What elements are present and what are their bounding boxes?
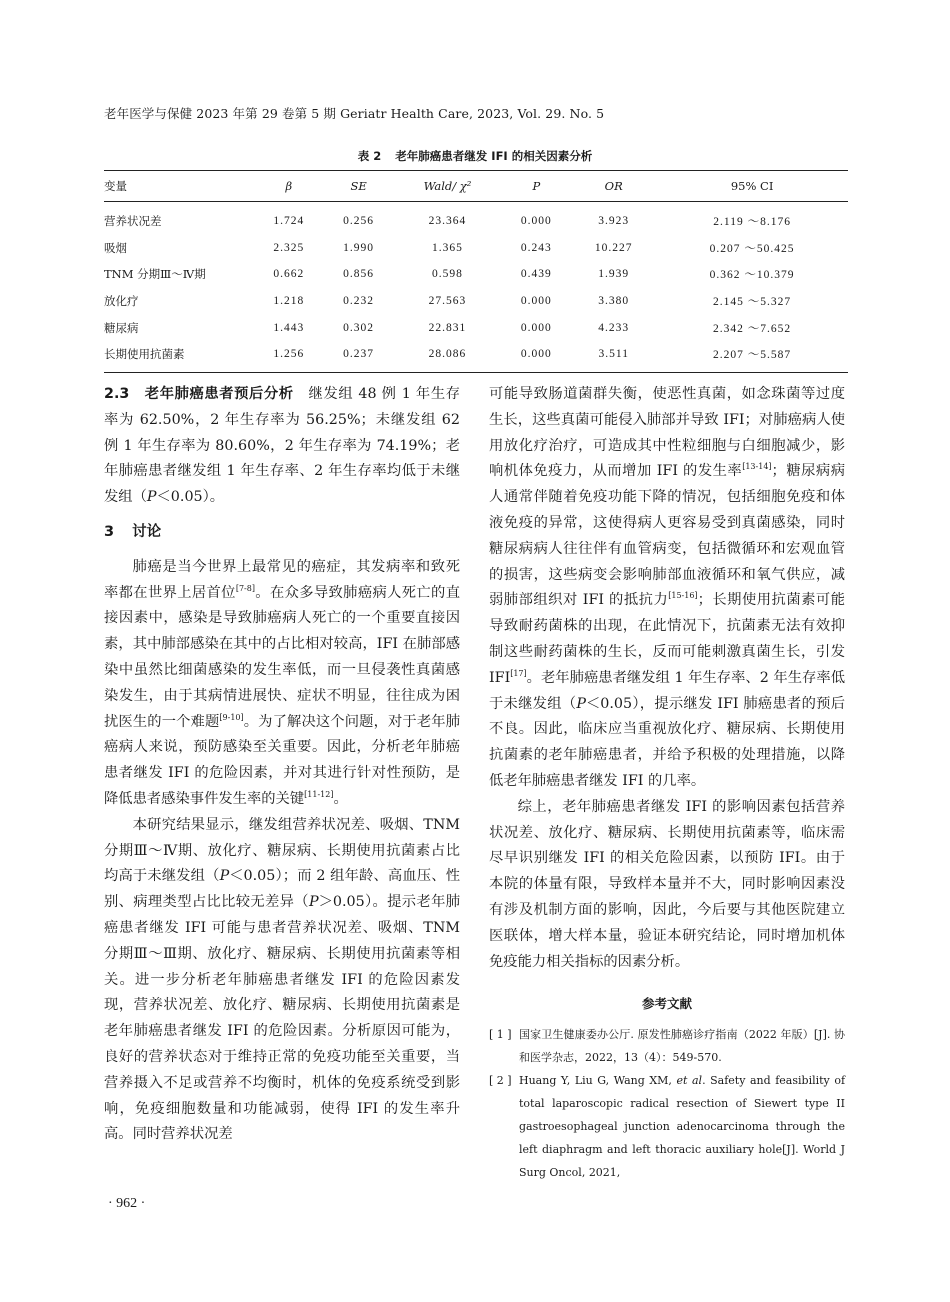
p-symbol: P <box>308 894 319 911</box>
body-text: 肺癌是当今世界上最常见的癌症，其发病率和致死率都在世界上居首位 <box>104 558 460 601</box>
discussion-paragraph-2 <box>104 813 460 1148</box>
table-cell: 0.598 <box>432 268 463 281</box>
body-text: ＜0.05）；而 2 组年龄、高血压、性别、病理类型占比比较无差异（ <box>104 868 460 911</box>
reference-authors: Huang Y, Liu G, Wang XM, <box>519 1074 677 1088</box>
table-cell: 3.923 <box>598 215 630 228</box>
body-text: 。老年肺癌患者继发组 1 年生存率、2 年生存率低于未继发组（ <box>489 669 845 712</box>
left-column <box>104 382 460 1148</box>
table-row <box>104 202 848 235</box>
page-number: · 962 · <box>108 1196 146 1211</box>
table-cell: 0.362 ～10.379 <box>709 269 795 282</box>
table-title-text: 老年肺癌患者继发 IFI 的相关因素分析 <box>395 149 593 163</box>
discussion-paragraph-1 <box>104 555 460 813</box>
p-symbol: P <box>219 868 230 885</box>
table-cell: 0.856 <box>343 268 375 281</box>
body-text: ；长期使用抗菌素可能导致耐药菌株的出现，在此情况下，抗菌素无法有效抑制这些耐药菌株的生长，反而可能刺激真菌生长，引发 IFI <box>489 592 846 686</box>
table-cell: 长期使用抗菌素 <box>104 341 254 372</box>
section-2-3-paragraph <box>104 382 460 511</box>
table-cell: 27.563 <box>428 295 467 308</box>
table-row <box>104 314 848 341</box>
table-cell: 1.256 <box>254 341 324 372</box>
table-header-row <box>104 171 848 202</box>
table-cell: 0.256 <box>343 215 375 228</box>
table-cell: 0.439 <box>520 268 552 281</box>
table-cell: 0.000 <box>502 341 572 372</box>
table-cell: 2.119 ～8.176 <box>713 216 791 229</box>
col-header-variable: 变量 <box>104 171 254 202</box>
table-cell: 0.302 <box>343 321 375 334</box>
body-text: ＜0.05）。 <box>156 489 225 506</box>
citation: [13-14] <box>742 462 772 472</box>
table-cell: 2.145 ～5.327 <box>713 296 792 309</box>
section-number: 3 <box>104 523 115 540</box>
reference-number: [ 2 ] <box>489 1074 512 1088</box>
running-head: 老年医学与保健 2023 年第 29 卷第 5 期 Geriatr Health Care, 2023, Vol. 29. No. 5 <box>104 106 605 121</box>
p-symbol: P <box>576 695 586 712</box>
body-text: 可能导致肠道菌群失衡，使恶性真菌，如念珠菌等过度生长，这些真菌可能侵入肺部并导致 IFI；对肺癌病人使用放化疗治疗，可造成其中性粒细胞与白细胞减少，影响机体免疫力，从而增加 IFI 的发生率 <box>489 386 845 480</box>
table-cell: 3.380 <box>598 295 630 308</box>
col-header-p: P <box>502 171 572 202</box>
reference-number: [ 1 ] <box>489 1028 512 1042</box>
table-row <box>104 288 848 315</box>
body-text: 。 <box>333 790 348 807</box>
col-header-ci: 95% CI <box>656 171 848 202</box>
table-cell: 吸烟 <box>104 240 127 255</box>
table-cell: 0.000 <box>520 295 552 308</box>
table-cell: 2.342 ～7.652 <box>713 322 792 335</box>
reference-et-al: et al <box>676 1074 703 1088</box>
section-2-3-heading: 2.3 老年肺癌患者预后分析 <box>104 386 294 402</box>
reference-item <box>489 1069 845 1184</box>
table-label: 表 2 <box>357 149 382 163</box>
table-cell: 0.232 <box>343 295 375 308</box>
table-row <box>104 341 848 372</box>
reference-item <box>489 1023 845 1069</box>
citation: [15-16] <box>668 591 698 601</box>
table-cell: 放化疗 <box>104 294 139 309</box>
table-cell: 0.000 <box>520 215 552 228</box>
table-cell: 2.207 ～5.587 <box>656 341 848 372</box>
citation: [17] <box>510 668 527 678</box>
results-table <box>104 170 848 373</box>
right-column <box>489 382 845 1184</box>
reference-text <box>519 1069 845 1184</box>
section-3-heading <box>104 520 460 546</box>
body-text: 本研究结果显示，继发组营养状况差、吸烟、TNM 分期Ⅲ～Ⅳ期、放化疗、糖尿病、长期使用抗菌素占比均高于未继发组（ <box>104 816 460 885</box>
section-title: 讨论 <box>132 523 162 540</box>
body-text: 。为了解决这个问题，对于老年肺癌病人来说，预防感染至关重要。因此，分析老年肺癌患者继发 IFI 的危险因素，并对其进行针对性预防，是降低患者感染事件发生率的关键 <box>104 713 461 807</box>
body-text: ＜0.05），提示继发 IFI 肺癌患者的预后不良。因此，临床应当重视放化疗、糖尿病、长期使用抗菌素的老年肺癌患者，并给予积极的处理措施，以降低老年肺癌患者继发 IFI 的几率。 <box>489 695 845 789</box>
table-cell: 22.831 <box>428 321 467 334</box>
table-cell: 0.000 <box>520 321 552 334</box>
table-cell: 1.939 <box>598 268 630 281</box>
reference-body: . Safety and feasibility of total laparoscopic radical resection of Siewert type II gastroesophageal junction adenocarcinoma through the left diaphragm and left thoracic auxiliary hole[J]. World J Surg Oncol, 2021, <box>519 1074 846 1180</box>
citation: [7-8] <box>235 583 255 593</box>
table-cell: 1.365 <box>432 241 463 254</box>
p-symbol: P <box>146 489 157 506</box>
col-header-wald: Wald/ χ² <box>393 171 501 202</box>
body-text: ＞0.05）。提示老年肺癌患者继发 IFI 可能与患者营养状况差、吸烟、TNM 分期Ⅲ～Ⅲ期、放化疗、糖尿病、长期使用抗菌素等相关。进一步分析老年肺癌患者继发 IFI 的危险因素发现，营养状况差、放化疗、糖尿病、长期使用抗菌素是老年肺癌患者继发 IFI 的危险因素。分析原因可能为，良好的营养状态对于维持正常的免疫功能至关重要，当营养摄入不足或营养不均衡时，机体的免疫系统受到影响，免疫细胞数量和功能减弱，使得 IFI 的发生率升高。同时营养状况差 <box>104 894 461 1143</box>
citation: [11-12] <box>304 789 334 799</box>
body-text: 继发组 48 例 1 年生存率为 62.50%，2 年生存率为 56.25%；未继发组 62 例 1 年生存率为 80.60%，2 年生存率为 74.19%；老年肺癌患者继发组 1 年生存率、2 年生存率均低于未继发组（ <box>104 386 460 506</box>
citation: [9-10] <box>219 712 244 722</box>
table-cell: 1.218 <box>273 295 305 308</box>
references-heading: 参考文献 <box>641 996 692 1012</box>
table-title <box>0 148 950 164</box>
discussion-paragraph-3 <box>489 382 845 795</box>
reference-text: 国家卫生健康委办公厅. 原发性肺癌诊疗指南（2022 年版）[J]. 协和医学杂志，2022，13（4）：549-570. <box>519 1028 845 1065</box>
table-cell: 23.364 <box>428 215 467 228</box>
table-cell: 1.990 <box>343 241 375 254</box>
col-header-se: SE <box>324 171 394 202</box>
table-cell: 0.662 <box>273 268 305 281</box>
table-cell: 1.724 <box>273 215 305 228</box>
col-header-or: OR <box>571 171 656 202</box>
table-cell: 0.207 ～50.425 <box>709 242 795 255</box>
table-cell: 28.086 <box>393 341 501 372</box>
table-cell: 4.233 <box>598 321 630 334</box>
table-cell: 2.325 <box>273 241 305 254</box>
table-cell: 10.227 <box>594 241 633 254</box>
table-cell: 3.511 <box>571 341 656 372</box>
body-text: 。在众多导致肺癌病人死亡的直接因素中，感染是导致肺癌病人死亡的一个重要直接因素，其中肺部感染在其中的占比相对较高，IFI 在肺部感染中虽然比细菌感染的发生率低，而一旦侵袭性真菌感染发生，由于其病情进展快、症状不明显，往往成为困扰医生的一个难题 <box>104 584 461 730</box>
table-cell: 0.237 <box>324 341 394 372</box>
table-cell: 1.443 <box>273 321 305 334</box>
conclusion-paragraph: 综上，老年肺癌患者继发 IFI 的影响因素包括营养状况差、放化疗、糖尿病、长期使用抗菌素等，临床需尽早识别继发 IFI 的相关危险因素，以预防 IFI。由于本院的体量有限，导致样本量并不大，同时影响因素没有涉及机制方面的影响，因此，今后要与其他医院建立医联体，增大样本量，验证本研究结论，同时增加机体免疫能力相关指标的因素分析。 <box>489 798 845 970</box>
table-row <box>104 235 848 262</box>
col-header-beta: β <box>254 171 324 202</box>
body-text: ；糖尿病病人通常伴随着免疫功能下降的情况，包括细胞免疫和体液免疫的异常，这使得病人更容易受到真菌感染，同时糖尿病病人往往伴有血管病变，包括微循环和宏观血管的损害，这些病变会影响肺部血液循环和氧气供应，减弱肺部组织对 IFI 的抵抗力 <box>489 463 846 609</box>
table-row <box>104 261 848 288</box>
table-cell: 糖尿病 <box>104 320 139 335</box>
table-cell: 0.243 <box>520 241 552 254</box>
table-cell: 营养状况差 <box>104 214 162 229</box>
table-cell: TNM 分期Ⅲ～Ⅳ期 <box>104 267 206 282</box>
